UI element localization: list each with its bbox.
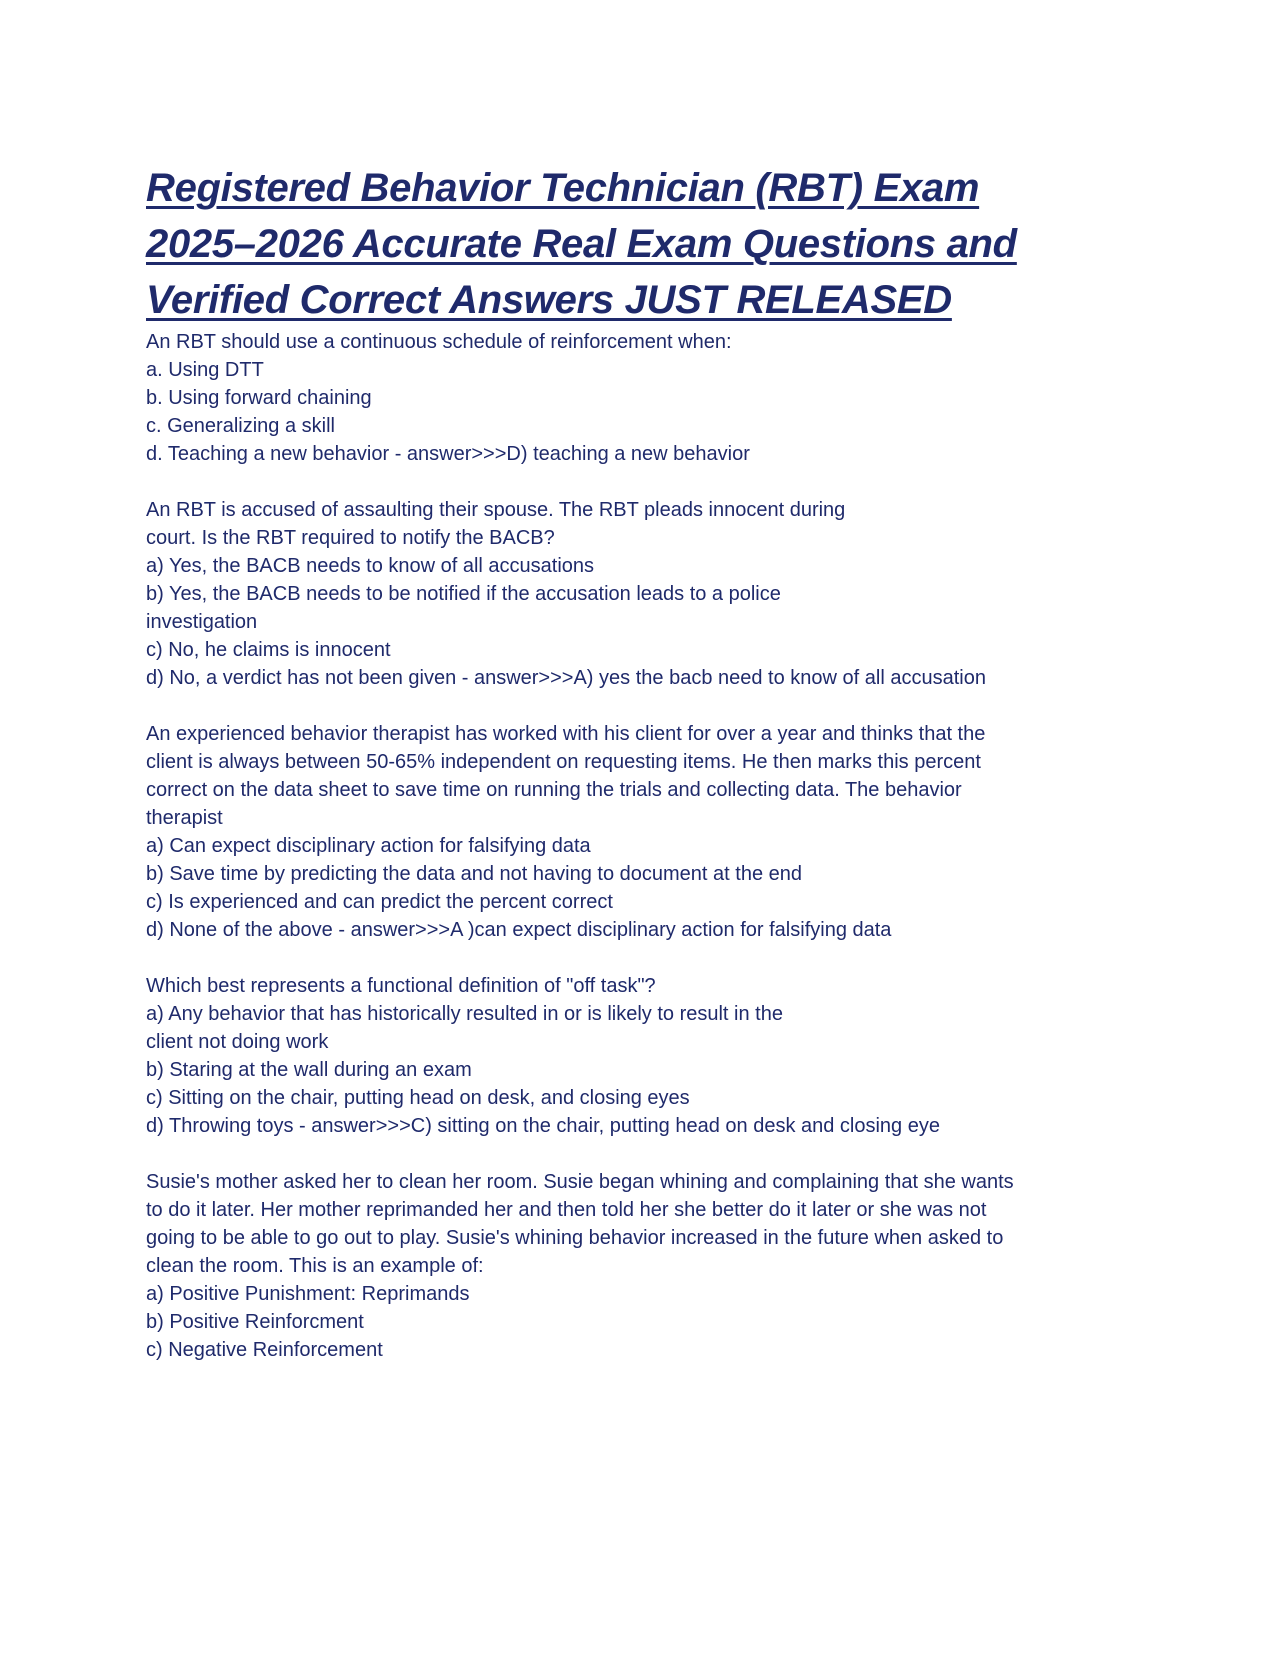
question-block-2 [146, 496, 1106, 692]
answer-option: d) Throwing toys - answer>>>C) sitting on the chair, putting head on desk and closing eye [146, 1115, 940, 1137]
answer-option: b) Staring at the wall during an exam [146, 1059, 472, 1081]
answer-option: c) Is experienced and can predict the percent correct [146, 891, 613, 913]
title-line: 2025–2026 Accurate Real Exam Questions and [146, 222, 1017, 266]
answer-option: client not doing work [146, 1031, 329, 1053]
answer-option: d. Teaching a new behavior - answer>>>D) teaching a new behavior [146, 443, 750, 465]
question-text: going to be able to go out to play. Susie's whining behavior increased in the future when asked to [146, 1227, 1004, 1249]
document-title [146, 160, 1106, 328]
answer-option: d) None of the above - answer>>>A )can expect disciplinary action for falsifying data [146, 919, 892, 941]
answer-option: c. Generalizing a skill [146, 415, 335, 437]
answer-option: c) No, he claims is innocent [146, 639, 391, 661]
question-block-4 [146, 972, 1106, 1140]
answer-option: a. Using DTT [146, 359, 264, 381]
question-block-1 [146, 328, 1106, 468]
answer-option: d) No, a verdict has not been given - answer>>>A) yes the bacb need to know of all accusation [146, 667, 986, 689]
answer-option: b) Positive Reinforcment [146, 1311, 364, 1333]
question-text: An RBT should use a continuous schedule of reinforcement when: [146, 331, 732, 353]
answer-option: b) Yes, the BACB needs to be notified if the accusation leads to a police [146, 583, 781, 605]
question-text: Which best represents a functional definition of "off task"? [146, 975, 656, 997]
document-page [146, 160, 1106, 1392]
answer-option: a) Any behavior that has historically resulted in or is likely to result in the [146, 1003, 783, 1025]
question-block-3 [146, 720, 1106, 944]
question-text: An RBT is accused of assaulting their spouse. The RBT pleads innocent during [146, 499, 846, 521]
title-line: Registered Behavior Technician (RBT) Exam [146, 166, 980, 210]
answer-option: a) Positive Punishment: Reprimands [146, 1283, 470, 1305]
answer-option: c) Sitting on the chair, putting head on desk, and closing eyes [146, 1087, 690, 1109]
question-text: An experienced behavior therapist has worked with his client for over a year and thinks that the [146, 723, 986, 745]
question-block-5 [146, 1168, 1106, 1364]
answer-option: a) Yes, the BACB needs to know of all accusations [146, 555, 595, 577]
answer-option: b) Save time by predicting the data and not having to document at the end [146, 863, 802, 885]
answer-option: c) Negative Reinforcement [146, 1339, 383, 1361]
title-line: Verified Correct Answers JUST RELEASED [146, 278, 952, 322]
question-text: Susie's mother asked her to clean her room. Susie began whining and complaining that she wants [146, 1171, 1014, 1193]
question-text: clean the room. This is an example of: [146, 1255, 484, 1277]
question-text: therapist [146, 807, 223, 829]
answer-option: a) Can expect disciplinary action for falsifying data [146, 835, 591, 857]
answer-option: b. Using forward chaining [146, 387, 372, 409]
question-text: to do it later. Her mother reprimanded her and then told her she better do it later or she was not [146, 1199, 987, 1221]
question-text: client is always between 50-65% independent on requesting items. He then marks this percent [146, 751, 981, 773]
question-text: court. Is the RBT required to notify the BACB? [146, 527, 555, 549]
answer-option: investigation [146, 611, 258, 633]
question-text: correct on the data sheet to save time on running the trials and collecting data. The behavior [146, 779, 962, 801]
